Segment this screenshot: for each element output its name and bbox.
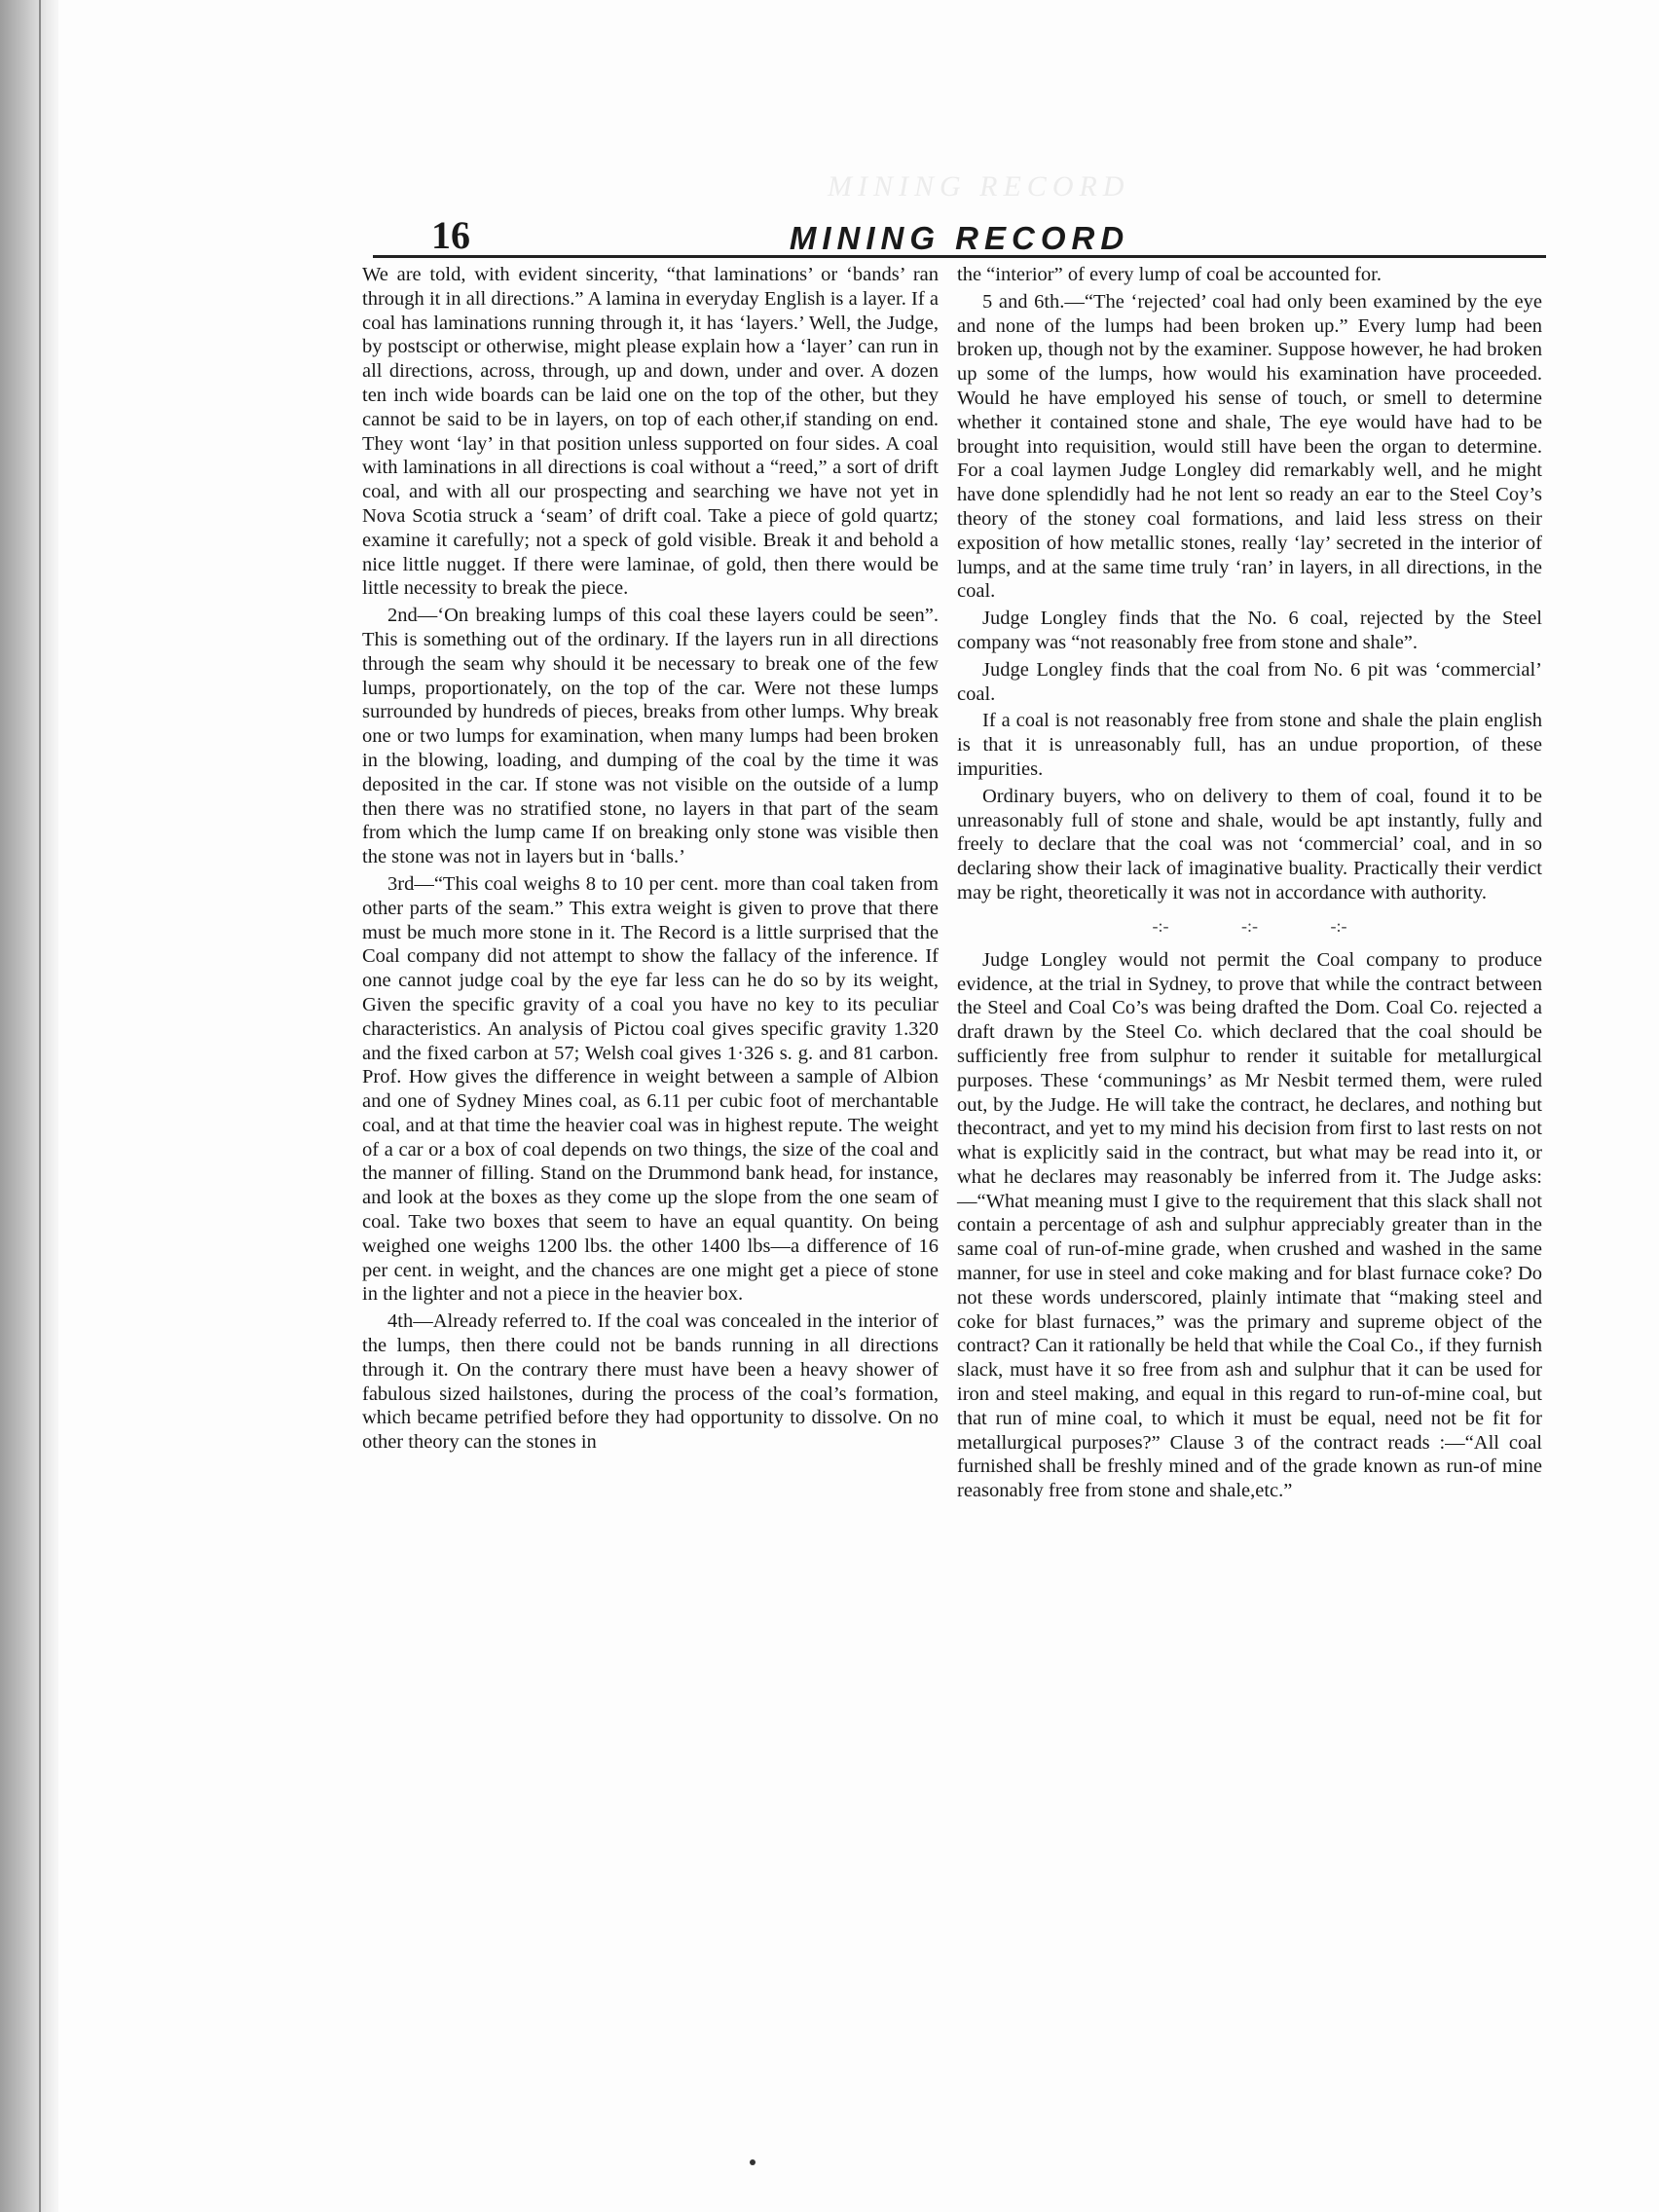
left-column: [362, 263, 939, 1457]
paragraph: the “interior” of every lump of coal be accounted for.: [957, 264, 1382, 285]
paragraph: Judge Longley finds that the No. 6 coal, rejected by the Steel company was “not reasonably free from stone and shale”.: [957, 608, 1542, 653]
paragraph: Judge Longley finds that the coal from No. 6 pit was ‘commercial’ coal.: [957, 658, 1542, 705]
page-header: [373, 212, 1546, 258]
paragraph: Ordinary buyers, who on delivery to them of coal, found it to be unreasonably full of stone and shale, would be apt instantly, fully and freely to declare that the coal was not ‘commercial’ coal, and in so declaring show their lack of imaginative buality. Practically their verdict may be right, theoretically it was not in accordance with authority.: [957, 785, 1542, 903]
show-through-header: MINING RECORD: [828, 170, 1130, 203]
section-separator: -:- -:- -:-: [1152, 915, 1347, 936]
paragraph: 4th—Already referred to. If the coal was concealed in the interior of the lumps, then there could not be bands running in all directions through it. On the contrary there must have been a heavy shower of fabulous sized hailstones, during the process of the coal’s formation, which became petrified before they had opportunity to dissolve. On no other theory can the stones in: [362, 1310, 939, 1454]
book-binding-shadow: [0, 0, 58, 2212]
right-column: [957, 263, 1542, 1506]
publication-title: MINING RECORD: [789, 220, 1130, 256]
gutter-line: [39, 0, 41, 2212]
paragraph: If a coal is not reasonably free from stone and shale the plain english is that it is unreasonably full, has an undue proportion, of these impurities.: [957, 710, 1542, 780]
paragraph: 5 and 6th.—“The ‘rejected’ coal had only been examined by the eye and none of the lumps had been broken up.” Every lump had been broken up, though not by the examiner. Suppose however, he had broken up some of the lumps, how would his examination have proceeded. Would he have employed his sense of touch, or smell to determine whether it contained stone and shale, The eye would have had to be brought into requisition, would still have been the organ to determine. For a coal laymen Judge Longley did remarkably well, and he might have done splendidly had he not lent so ready an ear to the Steel Coy’s theory of the stoney coal formations, and laid less stress on their exposition of how metallic stones, really ‘lay’ secreted in the interior of lumps, and at the same time truly ‘ran’ in layers, in all directions, in the coal.: [957, 290, 1542, 603]
paragraph: 3rd—“This coal weighs 8 to 10 per cent. more than coal taken from other parts of the seam.” This extra weight is given to prove that there must be much more stone in it. The Record is a little surprised that the Coal company did not attempt to show the fallacy of the inference. If one cannot judge coal by the eye far less can he do so by its weight, Given the specific gravity of a coal you have no key to its peculiar characteristics. An analysis of Pictou coal gives specific gravity 1.320 and the fixed carbon at 57; Welsh coal gives 1·326 s. g. and 81 carbon. Prof. How gives the difference in weight between a sample of Albion and one of Sydney Mines coal, as 6.11 per cubic foot of merchantable coal, and at that time the heavier coal was in highest repute. The weight of a car or a box of coal depends on two things, the size of the coal and the manner of filling. Stand on the Drummond bank head, for instance, and look at the boxes as they come up the slope from the one seam of coal. Take two boxes that seem to have an equal quantity. On being weighed one weighs 1200 lbs. the other 1400 lbs—a difference of 16 per cent. in weight, and the chances are one might get a piece of stone in the lighter and not a piece in the heavier box.: [362, 872, 939, 1306]
ink-speck: [750, 2159, 756, 2165]
paragraph: We are told, with evident sincerity, “that laminations’ or ‘bands’ ran through it in all directions.” A lamina in everyday English is a layer. If a coal has laminations running through it, it has ‘layers.’ Well, the Judge, by postscipt or otherwise, might please explain how a ‘layer’ can run in all directions, across, through, up and down, under and over. A dozen ten inch wide boards can be laid one on the top of the other, but they cannot be said to be in layers, on top of each other,if standing on end. They wont ‘lay’ in that position unless supported on four sides. A coal with laminations in all directions is coal without a “reed,” a sort of drift coal, and with all our prospecting and searching we have not yet in Nova Scotia struck a ‘seam’ of drift coal. Take a piece of gold quartz; examine it carefully; not a speck of gold visible. Break it and behold a nice little nugget. If there were laminae, of gold, then there would be little necessity to break the piece.: [362, 264, 939, 600]
paragraph: Judge Longley would not permit the Coal company to produce evidence, at the trial in Sydney, to prove that while the contract between the Steel and Coal Co’s was being drafted the Dom. Coal Co. rejected a draft drawn by the Steel Co. which declared that the coal should be sufficiently free from sulphur to render it suitable for metallurgical purposes. These ‘communings’ as Mr Nesbit termed them, were ruled out, by the Judge. He will take the contract, he declares, and nothing but thecontract, and yet to my mind his decision from first to last rests on not what is explicitly said in the contract, but what may be read into it, or what he declares may reasonably be inferred from it. The Judge asks:—“What meaning must I give to the requirement that this slack shall not contain a percentage of ash and sulphur appreciably greater than in the same coal of run-of-mine grade, when crushed and washed in the same manner, for use in steel and coke making and for blast furnace coke? Do not these words underscored, plainly intimate that “making steel and coke for blast furnaces,” was the primary and supreme object of the contract? Can it rationally be held that while the Coal Co., if they furnish slack, must have it so free from ash and sulphur that it can be used for iron and steel making, and equal in this regard to run-of-mine coal, but that run of mine coal, to which it must be equal, need not be fit for metallurgical purposes?” Clause 3 of the contract reads :—“All coal furnished shall be freshly mined and of the grade known as run-of mine reasonably free from stone and shale,etc.”: [957, 948, 1542, 1502]
paragraph: 2nd—‘On breaking lumps of this coal these layers could be seen”. This is something out of the ordinary. If the layers run in all directions through the seam why should it be necessary to break one of the few lumps, proportionately, on the top of the car. Were not these lumps surrounded by hundreds of pieces, breaks from other lumps. Why break one or two lumps for examination, when many lumps had been broken in the blowing, loading, and dumping of the coal by the time it was deposited in the car. If stone was not visible on the outside of a lump then there was no stratified stone, no layers in that part of the seam from which the lump came If on breaking only stone was visible then the stone was not in layers but in ‘balls.’: [362, 605, 939, 868]
page-number: 16: [431, 213, 470, 257]
